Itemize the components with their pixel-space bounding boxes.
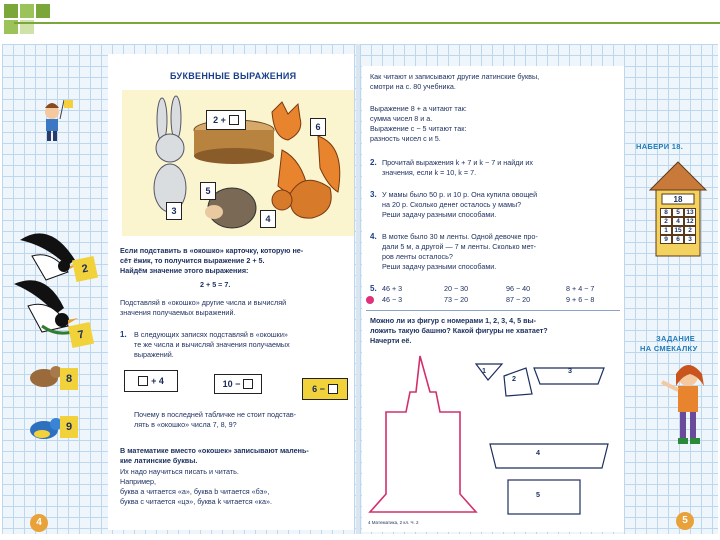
magpie-icon: [20, 233, 78, 280]
page-number: 4: [30, 514, 48, 532]
stump-card: [206, 110, 246, 130]
expression-card-3: [302, 378, 348, 400]
grid-cell: 12: [684, 217, 696, 226]
shape-5: [508, 480, 580, 514]
right-page: [360, 44, 718, 534]
grid-cell: 9: [660, 235, 672, 244]
task4-line: дали 5 м, а другой — 7 м ленты. Сколько мет-: [382, 242, 537, 251]
shape-label: 4: [536, 448, 540, 457]
house-number: 18: [673, 194, 683, 204]
grid-cell: 5: [672, 208, 684, 217]
puzzle-shapes: [474, 358, 624, 528]
number-card: 7: [68, 322, 94, 348]
task-number: 2.: [370, 158, 377, 167]
shape-label: 5: [536, 490, 540, 499]
task5-cell: 9 + 6 − 8: [566, 295, 595, 304]
bullet-dot-icon: [366, 296, 374, 304]
fox-card: 6: [310, 118, 326, 136]
page-number: 5: [676, 512, 694, 530]
footer-credit: 4 Математика, 2 кл. Ч. 2: [368, 520, 419, 525]
shape-1: [476, 364, 502, 380]
task2-line: значения, если k = 10, k = 7.: [382, 168, 477, 177]
puzzle-line: Можно ли из фигур с номерами 1, 2, 3, 4, 5 вы-: [370, 316, 537, 325]
window-box: [229, 115, 239, 125]
window-box: [138, 376, 148, 386]
task3-line: У мамы было 50 р. и 10 р. Она купила овощей: [382, 190, 538, 199]
task-number: 4.: [370, 232, 377, 241]
expression-card-1: [124, 370, 178, 392]
rule-line: буква c читается «цэ», буква k читается «ка».: [120, 497, 272, 506]
task4-line: Реши задачу разными способами.: [382, 262, 497, 271]
task3-line: Реши задачу разными способами.: [382, 210, 497, 219]
hedgehog-card: 5: [200, 182, 216, 200]
grid-cell: 2: [684, 226, 696, 235]
task-title: ЗАДАНИЕ: [656, 334, 696, 343]
task2-line: Прочитай выражения k + 7 и k − 7 и найди их: [382, 158, 534, 167]
expression-line: Выражение c − 5 читают так:: [370, 124, 467, 133]
question-line: лять в «окошко» числа 7, 8, 9?: [134, 420, 237, 429]
task5-cell: 73 − 20: [444, 295, 469, 304]
task-number: 3.: [370, 190, 377, 199]
header-line: Как читают и записывают другие латинские буквы,: [370, 72, 540, 81]
question-line: Почему в последней табличке не стоит подстав-: [134, 410, 297, 419]
task-number: 1.: [120, 330, 127, 339]
boy-icon: [45, 100, 73, 141]
rabbit-card: 3: [166, 202, 182, 220]
magpie-icon: [14, 280, 78, 333]
girl-icon: [660, 362, 710, 446]
intro-line: сёт ёжик, то получится выражение 2 + 5.: [120, 256, 265, 265]
grid-cell: 2: [660, 217, 672, 226]
rule-line: Например,: [120, 477, 157, 486]
house-number-grid: [660, 208, 696, 244]
slide-top-rule: [14, 22, 720, 24]
rule-line: кие латинские буквы.: [120, 456, 198, 465]
grid-cell: 4: [672, 217, 684, 226]
task5-cell: 8 + 4 − 7: [566, 284, 595, 293]
lesson-title: БУКВЕННЫЕ ВЫРАЖЕНИЯ: [170, 71, 297, 81]
right-content-panel: [362, 66, 624, 532]
rule-line: Их надо научиться писать и читать.: [120, 467, 239, 476]
expression-line: сумма чисел 8 и a.: [370, 114, 433, 123]
shape-label: 1: [482, 366, 486, 375]
grid-cell: 8: [660, 208, 672, 217]
number-card: 8: [60, 368, 78, 390]
shape-4: [490, 444, 608, 468]
rule-line: буква a читается «а», буква b читается «бэ»,: [120, 487, 270, 496]
tip-line: Подставляй в «окошко» другие числа и вычисляй: [120, 298, 287, 307]
task5-cell: 46 + 3: [382, 284, 403, 293]
shape-label: 3: [568, 366, 572, 375]
rabbit-icon: [154, 96, 186, 212]
task3-line: на 20 р. Сколько денег осталось у мамы?: [382, 200, 522, 209]
rule-line: В математике вместо «окошек» записывают малень-: [120, 446, 309, 455]
left-page: [2, 44, 358, 534]
tower-figure: [368, 352, 478, 520]
grid-cell: 13: [684, 208, 696, 217]
game-title: НАБЕРИ 18.: [636, 142, 684, 151]
card-text: + 4: [151, 376, 164, 386]
header-line: смотри на с. 80 учебника.: [370, 82, 456, 91]
tip-line: значения получаемых выражений.: [120, 308, 236, 317]
puzzle-line: Начерти её.: [370, 336, 412, 345]
textbook-spread: [0, 44, 720, 540]
left-content-panel: [108, 54, 354, 530]
task1-line: В следующих записях подставляй в «окошки»: [134, 330, 288, 339]
expression-card-2: [214, 374, 262, 394]
grid-cell: 3: [684, 235, 696, 244]
shape-label: 2: [512, 374, 516, 383]
slide-corner-ornament: [0, 0, 60, 40]
task5-cell: 20 − 30: [444, 284, 469, 293]
card-text: 6 −: [312, 384, 325, 394]
divider: [366, 310, 620, 311]
task-number: 5.: [370, 284, 377, 293]
card-text: 10 −: [222, 379, 241, 389]
shape-2: [504, 368, 532, 396]
animals-illustration: [122, 90, 354, 236]
task1-line: те же числа и вычисляй значения получаемых: [134, 340, 290, 349]
number-card: 2: [72, 256, 98, 282]
intro-line: Найдём значение этого выражения:: [120, 266, 249, 275]
task4-line: В мотке было 30 м ленты. Одной девочке про-: [382, 232, 538, 241]
window-box: [243, 379, 253, 389]
card-text: 2 +: [213, 115, 226, 125]
expression-line: Выражение 8 + a читают так:: [370, 104, 467, 113]
number-card: 9: [60, 416, 78, 438]
task5-cell: 96 − 40: [506, 284, 531, 293]
window-box: [328, 384, 338, 394]
grid-cell: 15: [672, 226, 684, 235]
task5-cell: 46 − 3: [382, 295, 403, 304]
task-title: НА СМЕКАЛКУ: [640, 344, 698, 353]
puzzle-line: ложить такую башню? Какой фигуры не хватает?: [370, 326, 548, 335]
grid-cell: 1: [660, 226, 672, 235]
grid-cell: 6: [672, 235, 684, 244]
task1-line: выражений.: [134, 350, 174, 359]
task4-line: ров ленты осталось?: [382, 252, 453, 261]
expression-line: разность чисел c и 5.: [370, 134, 441, 143]
intro-line: Если подставить в «окошко» карточку, которую не-: [120, 246, 304, 255]
intro-equation: 2 + 5 = 7.: [200, 280, 231, 289]
task5-cell: 87 − 20: [506, 295, 531, 304]
squirrel-card: 4: [260, 210, 276, 228]
